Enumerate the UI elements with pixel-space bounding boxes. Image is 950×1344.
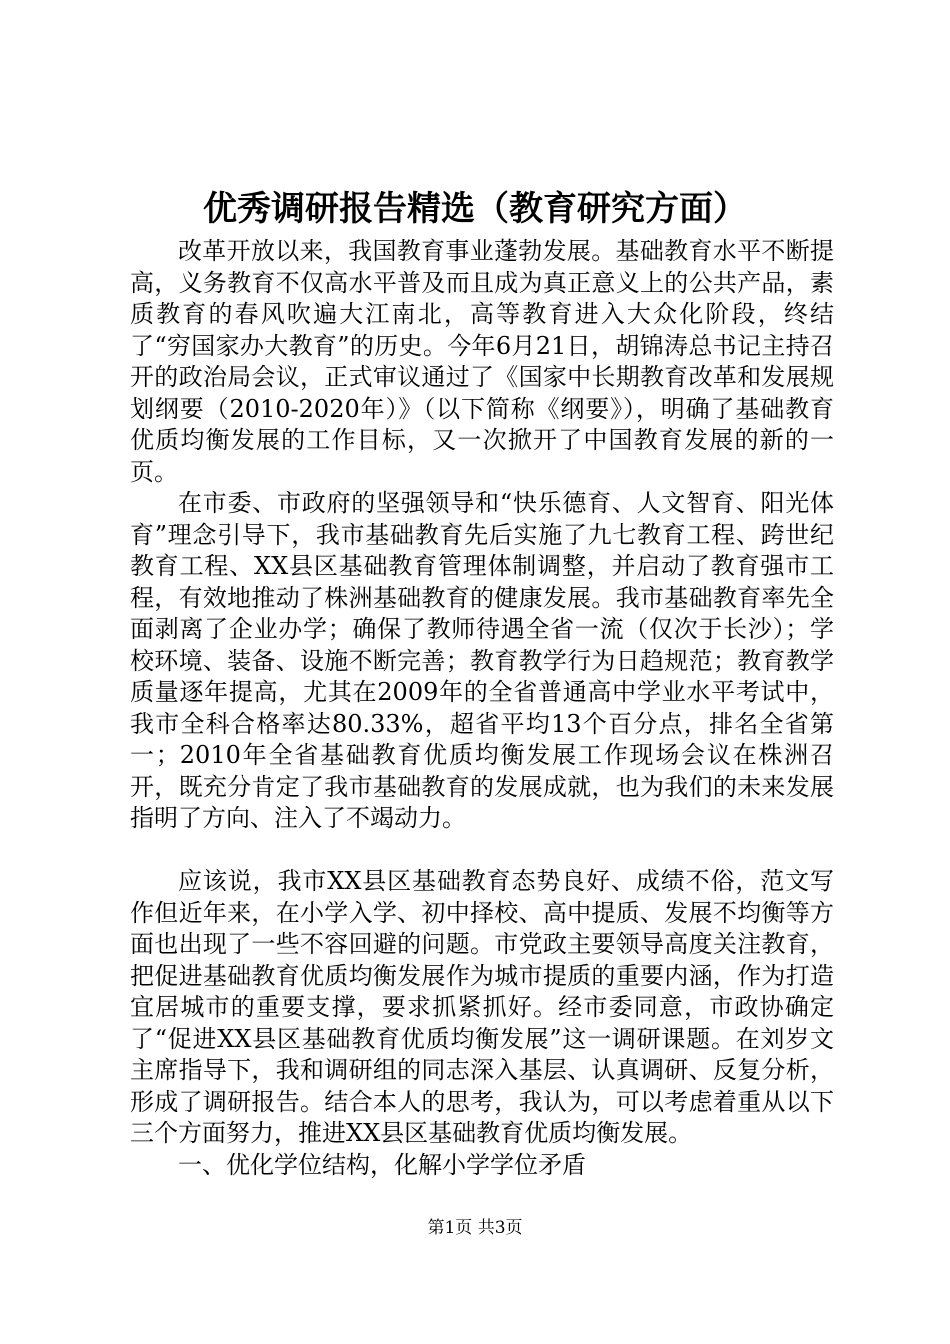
document-title: 优秀调研报告精选（教育研究方面） [203,189,747,229]
paragraph-problems: 应该说，我市XX县区基础教育态势良好、成绩不俗，范文写作但近年来，在小学入学、初中择校、高中提质、发展不均衡等方面也出现了一些不容回避的问题。市党政主要领导高度关注教育，把促进基础教育优质均衡发展作为城市提质的重要内涵，作为打造宜居城市的重要支撑，要求抓紧抓好。经市委同意，市政协确定了“促进XX县区基础教育优质均衡发展”这一调研课题。在刘岁文主席指导下，我和调研组的同志深入基层、认真调研、反复分析，形成了调研报告。结合本人的思考，我认为，可以考虑着重从以下三个方面努力，推进XX县区基础教育优质均衡发展。 [130,867,834,1147]
page-number: 第1页 共3页 [427,1218,523,1238]
paragraph-achievements: 在市委、市政府的坚强领导和“快乐德育、人文智育、阳光体育”理念引导下，我市基础教育先后实施了九七教育工程、跨世纪教育工程、XX县区基础教育管理体制调整，并启动了教育强市工程，有效地推动了株洲基础教育的健康发展。我市基础教育率先全面剥离了企业办学；确保了教师待遇全省一流（仅次于长沙）；学校环境、装备、设施不断完善；教育教学行为日趋规范；教育教学质量逐年提高，尤其在2009年的全省普通高中学业水平考试中，我市全科合格率达80.33%，超省平均13个百分点，排名全省第一；2010年全省基础教育优质均衡发展工作现场会议在株洲召开，既充分肯定了我市基础教育的发展成就，也为我们的未来发展指明了方向、注入了不竭动力。 [130,489,834,832]
document-body [130,236,834,1181]
section-heading: 一、优化学位结构，化解小学学位矛盾 [178,1150,586,1179]
paragraph-intro: 改革开放以来，我国教育事业蓬勃发展。基础教育水平不断提高，义务教育不仅高水平普及而且成为真正意义上的公共产品，素质教育的春风吹遍大江南北，高等教育进入大众化阶段，终结了“穷国家办大教育”的历史。今年6月21日，胡锦涛总书记主持召开的政治局会议，正式审议通过了《国家中长期教育改革和发展规划纲要（2010-2020年）》（以下简称《纲要》），明确了基础教育优质均衡发展的工作目标，又一次掀开了中国教育发展的新的一页。 [130,237,834,486]
